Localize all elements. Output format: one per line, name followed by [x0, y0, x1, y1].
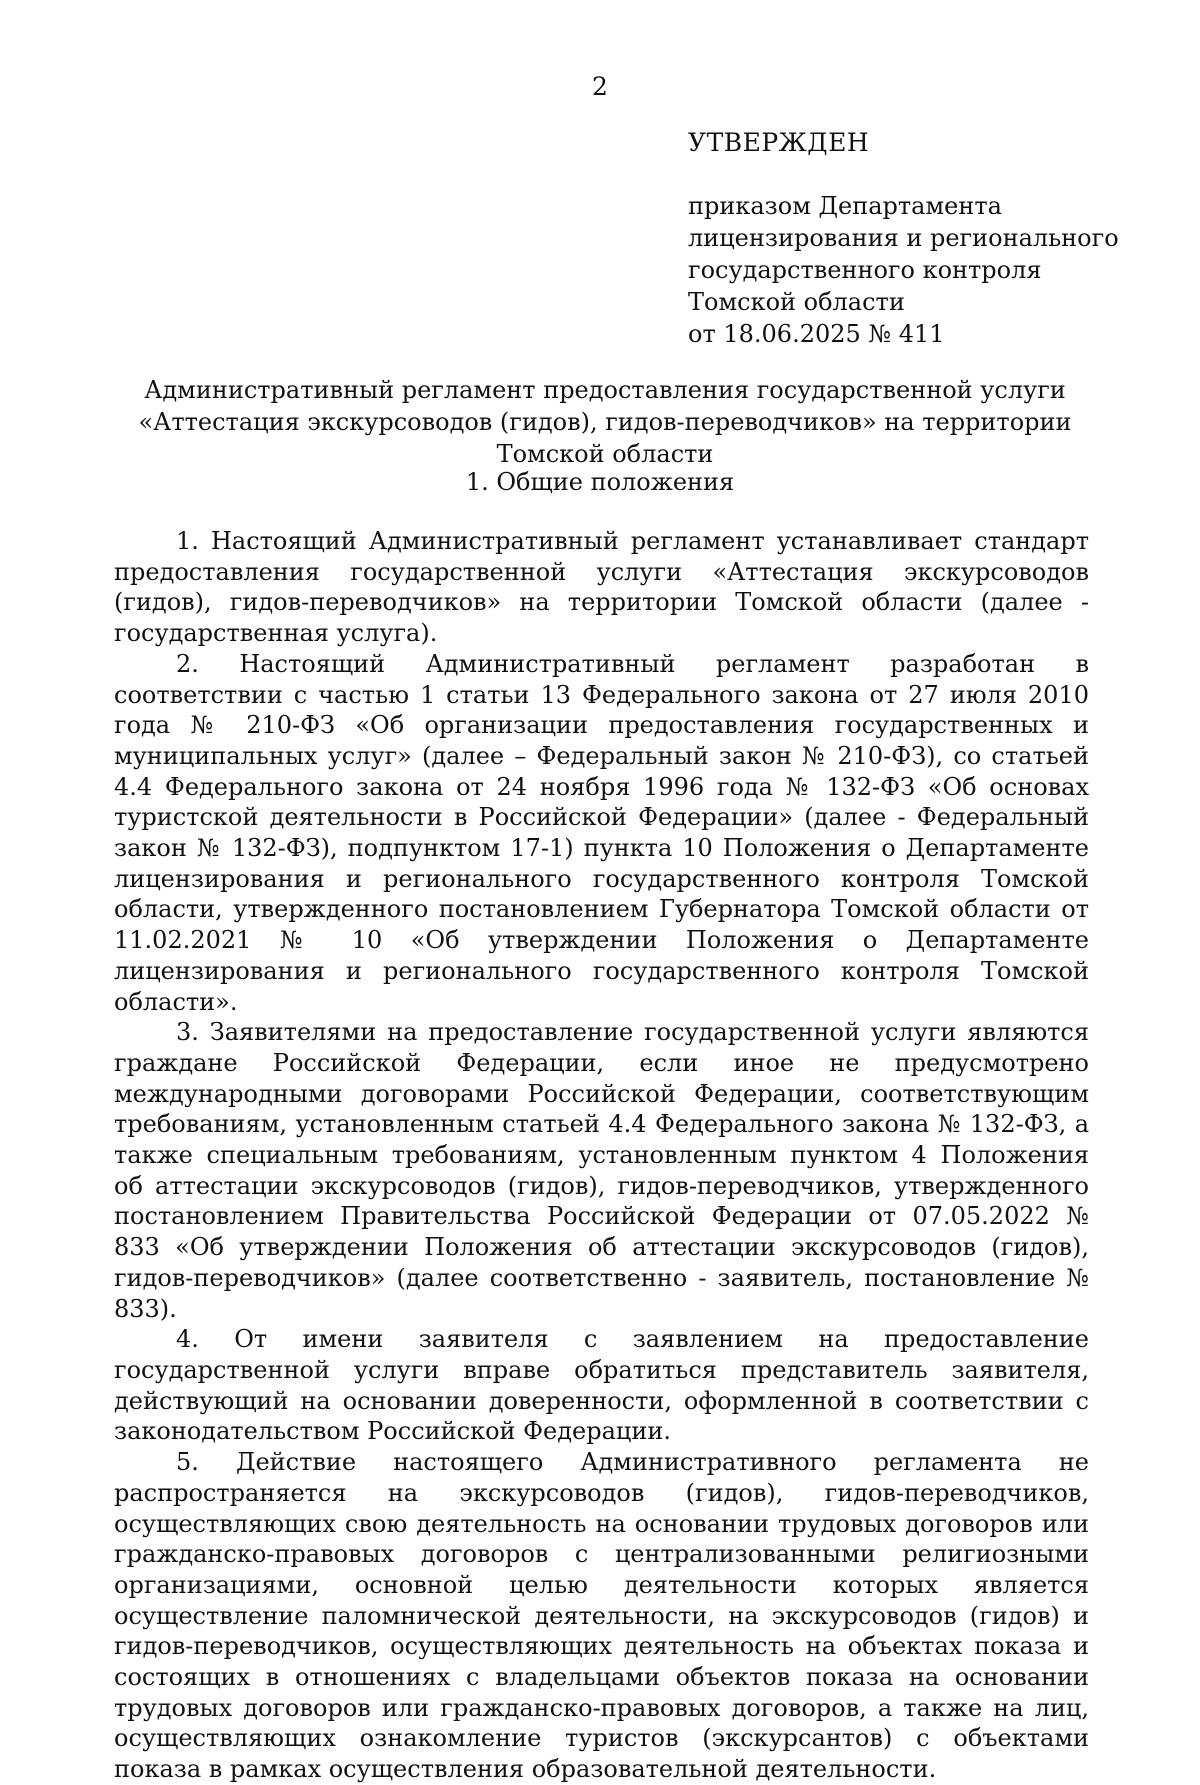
paragraph-1: 1. Настоящий Административный регламент устанавливает стандарт предоставления государственной услуги «Аттестация экскурсоводов (гидов), гидов-переводчиков» на территории Томской области (далее - государственная услуга).	[114, 527, 1089, 648]
paragraph-5: 5. Действие настоящего Административного регламента не распространяется на экскурсоводов (гидов), гидов-переводчиков, осуществляющих свою деятельность на основании трудовых договоров или гражданско-правовых договоров с централизованными религиозными организациями, основной целью деятельности которых является осуществление паломнической деятельности, на экскурсоводов (гидов) и гидов-переводчиков, осуществляющих деятельность на объектах показа и состоящих в отношениях с владельцами объектов показа на основании трудовых договоров или гражданско-правовых договоров, а также на лиц, осуществляющих ознакомление туристов (экскурсантов) с объектами показа в рамках осуществления образовательной деятельности.	[114, 1448, 1089, 1784]
page-number: 2	[592, 72, 608, 101]
approval-line: государственного контроля	[688, 256, 1042, 284]
approval-line: приказом Департамента	[688, 192, 1002, 220]
approval-line: Томской области	[688, 288, 905, 316]
paragraph-3: 3. Заявителями на предоставление государственной услуги являются граждане Российской Федерации, если иное не предусмотрено международными договорами Российской Федерации, соответствующим требованиям, установленным статьей 4.4 Федерального закона № 132-ФЗ, а также специальным требованиям, установленным пунктом 4 Положения об аттестации экскурсоводов (гидов), гидов-переводчиков, утвержденного постановлением Правительства Российской Федерации от 07.05.2022 № 833 «Об утверждении Положения об аттестации экскурсоводов (гидов), гидов-переводчиков» (далее соответственно - заявитель, постановление № 833).	[114, 1018, 1089, 1323]
approval-date-line: от 18.06.2025 № 411	[688, 320, 945, 348]
approval-heading: УТВЕРЖДЕН	[688, 128, 870, 157]
paragraph-2: 2. Настоящий Административный регламент разработан в соответствии с частью 1 статьи 13 Федерального закона от 27 июля 2010 года № 210-ФЗ «Об организации предоставления государственных и муниципальных услуг» (далее – Федеральный закон № 210-ФЗ), со статьей 4.4 Федерального закона от 24 ноября 1996 года № 132-ФЗ «Об основах туристской деятельности в Российской Федерации» (далее - Федеральный закон № 132-ФЗ), подпунктом 17-1) пункта 10 Положения о Департаменте лицензирования и регионального государственного контроля Томской области, утвержденного постановлением Губернатора Томской области от 11.02.2021 № 10 «Об утверждении Положения о Департаменте лицензирования и регионального государственного контроля Томской области».	[114, 649, 1089, 1016]
section-heading: 1. Общие положения	[465, 468, 735, 496]
document-title: Административный регламент предоставления государственной услуги «Аттестация экскурсоводов (гидов), гидов-переводчиков» на территории Томской области	[138, 376, 1072, 468]
approval-block	[688, 190, 1158, 350]
paragraph-4: 4. От имени заявителя с заявлением на предоставление государственной услуги вправе обратиться представитель заявителя, действующий на основании доверенности, оформленной в соответствии с законодательством Российской Федерации.	[114, 1325, 1089, 1446]
document-body	[114, 526, 1089, 1785]
approval-line: лицензирования и регионального	[688, 224, 1119, 252]
